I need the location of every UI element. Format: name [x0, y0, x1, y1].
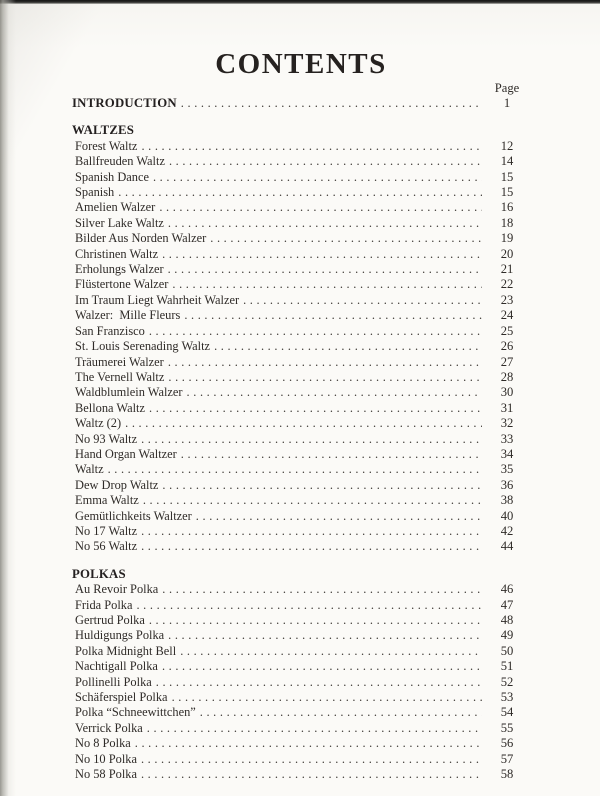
toc-entry [72, 262, 530, 277]
entry-page: 50 [500, 643, 514, 658]
dot-leader [141, 539, 482, 554]
entry-page: 46 [500, 582, 514, 597]
entry-page: 23 [500, 292, 514, 307]
toc-entry-introduction [72, 96, 530, 111]
toc-entry [72, 231, 530, 246]
entry-page: 35 [500, 462, 514, 477]
entry-title: No 17 Waltz [75, 523, 138, 538]
entry-page: 22 [500, 277, 514, 292]
toc-section [72, 567, 530, 783]
dot-leader [172, 277, 482, 292]
dot-leader [141, 524, 482, 539]
dot-leader [168, 262, 482, 277]
entry-page: 55 [500, 720, 514, 735]
entry-title: No 8 Polka [75, 736, 131, 751]
entry-title: Verrick Polka [75, 720, 143, 735]
dot-leader [172, 690, 482, 705]
toc-entry [72, 185, 530, 200]
dot-leader [168, 216, 482, 231]
entry-page: 26 [500, 339, 514, 354]
toc-entry [72, 355, 530, 370]
dot-leader [141, 432, 482, 447]
entry-page: 34 [500, 446, 514, 461]
toc-entry [72, 478, 530, 493]
entry-page: 47 [500, 597, 514, 612]
section-entries [72, 582, 530, 782]
section-heading: WALTZES [72, 123, 135, 138]
entry-page: 38 [500, 493, 514, 508]
dot-leader [210, 231, 482, 246]
entry-page: 24 [500, 308, 514, 323]
dot-leader [149, 401, 482, 416]
dot-leader [135, 736, 482, 751]
entry-page: 40 [500, 508, 514, 523]
toc-section [72, 123, 530, 554]
toc-entry [72, 308, 530, 323]
toc-entry [72, 613, 530, 628]
section-entries [72, 139, 530, 555]
entry-title: Au Revoir Polka [75, 582, 159, 597]
entry-page: 31 [500, 400, 514, 415]
entry-title: Spanish Dance [75, 169, 149, 184]
toc-entry [72, 324, 530, 339]
toc-entry [72, 524, 530, 539]
entry-page: 27 [500, 354, 514, 369]
page-column-label: Page [494, 81, 520, 95]
entry-title: Dew Drop Waltz [75, 477, 159, 492]
toc-entry [72, 247, 530, 262]
toc-entry [72, 96, 530, 111]
page-column-header-row [72, 82, 530, 95]
toc-entry [72, 339, 530, 354]
dot-leader [168, 370, 482, 385]
dot-leader [141, 767, 482, 782]
entry-title: Silver Lake Waltz [75, 215, 164, 230]
toc-entry [72, 447, 530, 462]
entry-page: 36 [500, 477, 514, 492]
entry-page: 54 [500, 705, 514, 720]
entry-page: 16 [500, 200, 514, 215]
entry-title: Polka “Schneewittchen” [75, 705, 196, 720]
entry-page: 19 [500, 231, 514, 246]
entry-title: Gertrud Polka [75, 613, 145, 627]
entry-page: 18 [500, 215, 514, 230]
toc-entry [72, 582, 530, 597]
toc-entry [72, 628, 530, 643]
dot-leader [162, 247, 482, 262]
entry-title: Erholungs Walzer [75, 262, 164, 277]
entry-title: Emma Waltz [75, 493, 139, 508]
entry-page: 20 [500, 246, 514, 261]
dot-leader [187, 385, 482, 400]
page-title: CONTENTS [215, 48, 387, 80]
dot-leader [108, 462, 482, 477]
toc-content [72, 4, 530, 782]
dot-leader [200, 705, 482, 720]
entry-title: Huldigungs Polka [75, 628, 165, 643]
dot-leader [149, 324, 482, 339]
dot-leader [184, 308, 482, 323]
entry-title: INTRODUCTION [72, 96, 177, 110]
toc-entry [72, 462, 530, 477]
entry-title: San Franzisco [75, 323, 145, 338]
dot-leader [168, 355, 482, 370]
dot-leader [162, 582, 482, 597]
toc-entry [72, 752, 530, 767]
dot-leader [196, 509, 482, 524]
dot-leader [141, 139, 482, 154]
toc-entry [72, 736, 530, 751]
entry-page: 57 [500, 751, 514, 766]
dot-leader [214, 339, 482, 354]
entry-page: 52 [500, 674, 514, 689]
dot-leader [147, 721, 482, 736]
toc-entry [72, 598, 530, 613]
dot-leader [143, 493, 482, 508]
entry-title: Polka Midnight Bell [75, 643, 177, 658]
toc-entry [72, 370, 530, 385]
entry-title: No 58 Polka [75, 767, 137, 782]
dot-leader [181, 96, 482, 111]
toc-entry [72, 690, 530, 705]
toc-entry [72, 675, 530, 690]
entry-title: Pollinelli Polka [75, 674, 152, 689]
entry-title: Walzer: Mille Fleurs [75, 308, 181, 323]
dot-leader [141, 752, 482, 767]
toc-entry [72, 493, 530, 508]
dot-leader [159, 200, 482, 215]
entry-page: 30 [500, 385, 514, 400]
dot-leader [162, 659, 482, 674]
entry-page: 15 [500, 169, 514, 184]
toc-sections [72, 123, 530, 782]
entry-title: St. Louis Serenading Waltz [75, 339, 211, 354]
entry-title: Ballfreuden Waltz [75, 154, 165, 169]
entry-title: Flüstertone Walzer [75, 277, 169, 292]
entry-title: No 56 Waltz [75, 539, 138, 554]
entry-page: 21 [500, 262, 514, 277]
dot-leader [162, 478, 482, 493]
entry-title: Nachtigall Polka [75, 659, 158, 674]
toc-entry [72, 539, 530, 554]
toc-entry [72, 216, 530, 231]
entry-page: 1 [503, 96, 511, 110]
entry-page: 56 [500, 736, 514, 751]
entry-page: 53 [500, 690, 514, 705]
entry-title: Waldblumlein Walzer [75, 385, 183, 400]
toc-entry [72, 385, 530, 400]
toc-entry [72, 139, 530, 154]
toc-entry [72, 154, 530, 169]
entry-title: Forest Waltz [75, 138, 138, 153]
dot-leader [243, 293, 482, 308]
entry-page: 48 [500, 613, 514, 627]
toc-entry [72, 659, 530, 674]
toc-entry [72, 767, 530, 782]
dot-leader [149, 613, 482, 628]
entry-title: Amelien Walzer [75, 200, 156, 215]
dot-leader [136, 598, 482, 613]
entry-page: 58 [500, 767, 514, 782]
toc-entry [72, 200, 530, 215]
entry-title: Waltz (2) [75, 416, 122, 431]
dot-leader [156, 675, 482, 690]
toc-entry [72, 509, 530, 524]
entry-page: 51 [500, 659, 514, 674]
entry-title: Im Traum Liegt Wahrheit Walzer [75, 292, 240, 307]
entry-page: 42 [500, 523, 514, 538]
entry-title: Hand Organ Waltzer [75, 446, 177, 461]
toc-entry [72, 416, 530, 431]
entry-title: No 10 Polka [75, 751, 137, 766]
entry-page: 14 [500, 154, 514, 169]
toc-entry [72, 705, 530, 720]
entry-page: 12 [500, 138, 514, 153]
entry-title: Bilder Aus Norden Walzer [75, 231, 207, 246]
dot-leader [118, 185, 482, 200]
dot-leader [180, 644, 482, 659]
entry-title: Frida Polka [75, 597, 133, 612]
entry-page: 15 [500, 185, 514, 200]
toc-entry [72, 401, 530, 416]
entry-title: Schäferspiel Polka [75, 690, 168, 705]
dot-leader [168, 628, 482, 643]
toc-entry [72, 721, 530, 736]
section-heading: POLKAS [72, 566, 126, 581]
entry-title: Träumerei Walzer [75, 354, 164, 369]
entry-title: Spanish [75, 185, 115, 200]
entry-title: The Vernell Waltz [75, 369, 165, 384]
entry-page: 25 [500, 323, 514, 338]
entry-title: No 93 Waltz [75, 431, 138, 446]
toc-entry [72, 170, 530, 185]
entry-title: Christinen Waltz [75, 246, 159, 261]
toc-entry [72, 277, 530, 292]
entry-page: 33 [500, 431, 514, 446]
dot-leader [181, 447, 482, 462]
entry-title: Waltz [75, 462, 104, 477]
entry-title: Gemütlichkeits Waltzer [75, 508, 192, 523]
entry-page: 44 [500, 539, 514, 554]
entry-page: 49 [500, 628, 514, 643]
scan-gutter-shadow [0, 0, 16, 796]
toc-entry [72, 293, 530, 308]
dot-leader [125, 416, 482, 431]
entry-title: Bellona Waltz [75, 400, 145, 415]
entry-page: 32 [500, 416, 514, 431]
entry-page: 28 [500, 369, 514, 384]
dot-leader [169, 154, 482, 169]
toc-entry [72, 432, 530, 447]
toc-entry [72, 644, 530, 659]
dot-leader [153, 170, 482, 185]
